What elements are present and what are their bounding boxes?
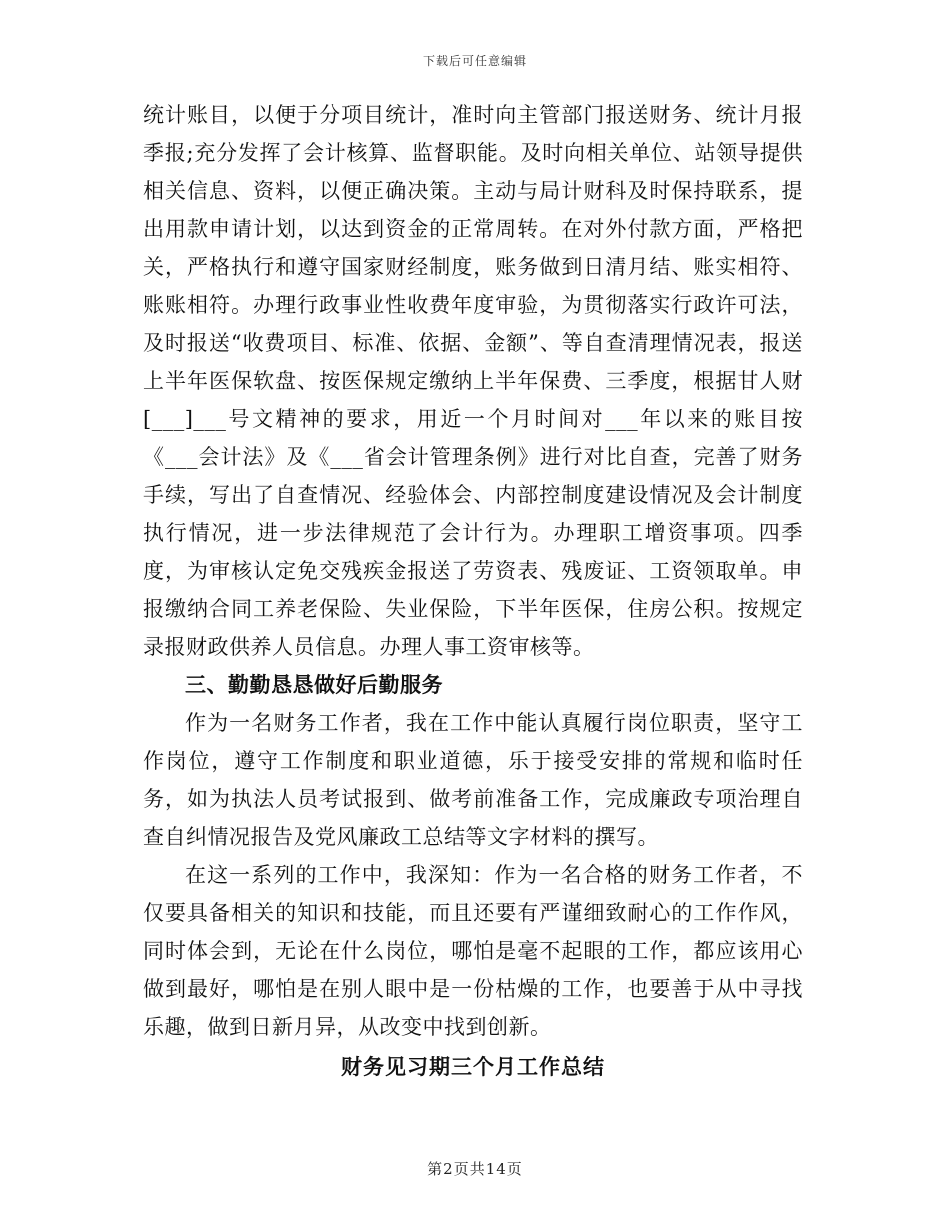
document-body xyxy=(143,96,803,1086)
header-note: 下载后可任意编辑 xyxy=(422,54,527,68)
paragraph-reflection: 在这一系列的工作中，我深知：作为一名合格的财务工作者，不仅要具备相关的知识和技能，而且还要有严谨细致耐心的工作作风，同时体会到，无论在什么岗位，哪怕是毫不起眼的工作，都应该用心做到最好，哪怕是在别人眼中是一份枯燥的工作，也要善于从中寻找乐趣，做到日新月异，从改变中找到创新。 xyxy=(143,863,803,1039)
section-heading-logistics: 三、勤勤恳恳做好后勤服务 xyxy=(185,672,443,697)
paragraph-accounting-duties: 统计账目，以便于分项目统计，准时向主管部门报送财务、统计月报季报;充分发挥了会计核算、监督职能。及时向相关单位、站领导提供相关信息、资料，以便正确决策。主动与局计财科及时保持联系，提出用款申请计划，以达到资金的正常周转。在对外付款方面，严格把关，严格执行和遵守国家财经制度，账务做到日清月结、账实相符、账账相符。办理行政事业性收费年度审验，为贯彻落实行政许可法，及时报送“收费项目、标准、依据、金额”、等自查清理情况表，报送上半年医保软盘、按医保规定缴纳上半年保费、三季度，根据甘人财[___]___号文精神的要求，用近一个月时间对___年以来的账目按《___会计法》及《___省会计管理条例》进行对比自查，完善了财务手续，写出了自查情况、经验体会、内部控制度建设情况及会计制度执行情况，进一步法律规范了会计行为。办理职工增资事项。四季度，为审核认定免交残疾金报送了劳资表、残废证、工资领取单。申报缴纳合同工养老保险、失业保险，下半年医保，住房公积。按规定录报财政供养人员信息。办理人事工资审核等。 xyxy=(143,103,803,659)
page-number-footer: 第2页共14页 xyxy=(427,1160,523,1178)
paragraph-job-duties: 作为一名财务工作者，我在工作中能认真履行岗位职责，坚守工作岗位，遵守工作制度和职业道德，乐于接受安排的常规和临时任务，如为执法人员考试报到、做考前准备工作，完成廉政专项治理自查自纠情况报告及党风廉政工总结等文字材料的撰写。 xyxy=(143,711,803,849)
next-document-title: 财务见习期三个月工作总结 xyxy=(341,1054,605,1079)
